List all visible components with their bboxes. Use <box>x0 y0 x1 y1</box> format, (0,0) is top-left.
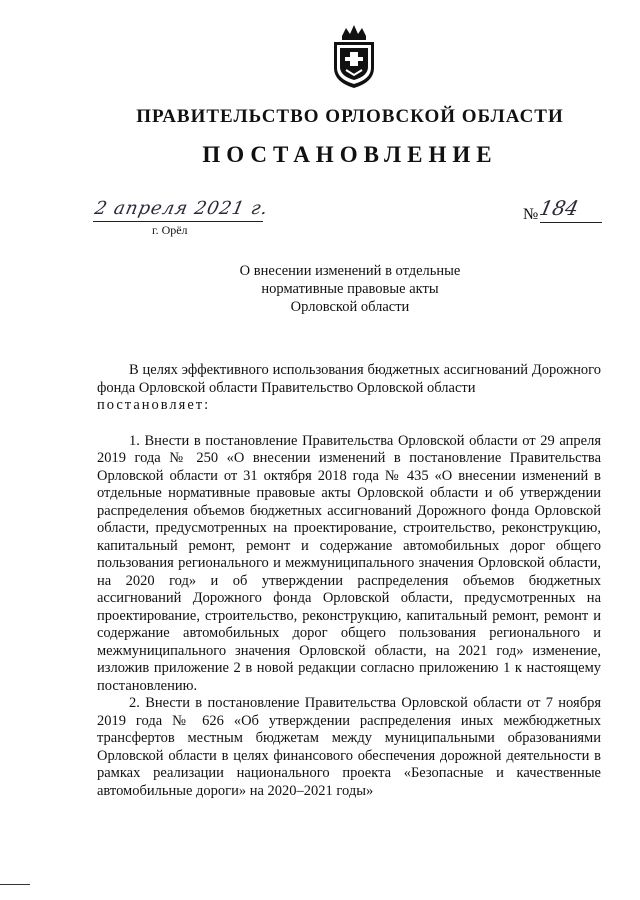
date-underline <box>93 221 263 222</box>
handwritten-number: 184 <box>537 196 581 220</box>
coat-of-arms-icon <box>330 22 378 90</box>
resolves-word: постановляет: <box>97 397 211 413</box>
subject-line: О внесении изменений в отдельные <box>239 263 461 279</box>
number-underline <box>540 222 602 223</box>
subject-line: Орловской области <box>290 299 410 315</box>
document-type: ПОСТАНОВЛЕНИЕ <box>202 142 498 167</box>
city: г. Орёл <box>152 223 188 237</box>
number-label: № <box>523 206 539 223</box>
document-body <box>97 362 601 800</box>
subject-line: нормативные правовые акты <box>261 281 439 297</box>
item-1: 1. Внести в постановление Правительства Орловской области от 29 апреля 2019 года № 250 «О внесении изменений в постановление Правительства Орловской области от 31 октября 2018 года № 435 «О внесении изменений в отдельные нормативные правовые акты Орловской области и об утверждении распределения объемов бюджетных ассигнований Дорожного фонда Орловской области, предусмотренных на проектирование, строительство, реконструкцию, капитальный ремонт, ремонт и содержание автомобильных дорог общего пользования регионального и межмуниципального значения Орловской области, на 2020 год» и об утверждении распределения объемов бюджетных ассигнований Дорожного фонда Орловской области, предусмотренных на проектирование, строительство, реконструкцию, капитальный ремонт, ремонт и содержание автомобильных дорог общего пользования регионального и межмуниципального значения Орловской области, на 2021 год» изменение, изложив приложение 2 в новой редакции согласно приложению 1 к настоящему постановлению. <box>97 432 601 694</box>
item-2: 2. Внести в постановление Правительства Орловской области от 7 ноября 2019 года № 626 «Об утверждении распределения иных межбюджетных трансфертов местным бюджетам между муниципальными образованиями Орловской области в целях финансового обеспечения дорожной деятельности в рамках реализации национального проекта «Безопасные и качественные автомобильные дороги» на 2020–2021 годы» <box>97 695 601 799</box>
margin-mark <box>0 884 30 885</box>
document-subject <box>200 262 500 316</box>
handwritten-date: 2 апреля 2021 г. <box>92 198 271 219</box>
government-title: ПРАВИТЕЛЬСТВО ОРЛОВСКОЙ ОБЛАСТИ <box>136 106 564 127</box>
preamble: В целях эффективного использования бюджетных ассигнований Дорожного фонда Орловской области Правительство Орловской области <box>97 362 601 396</box>
